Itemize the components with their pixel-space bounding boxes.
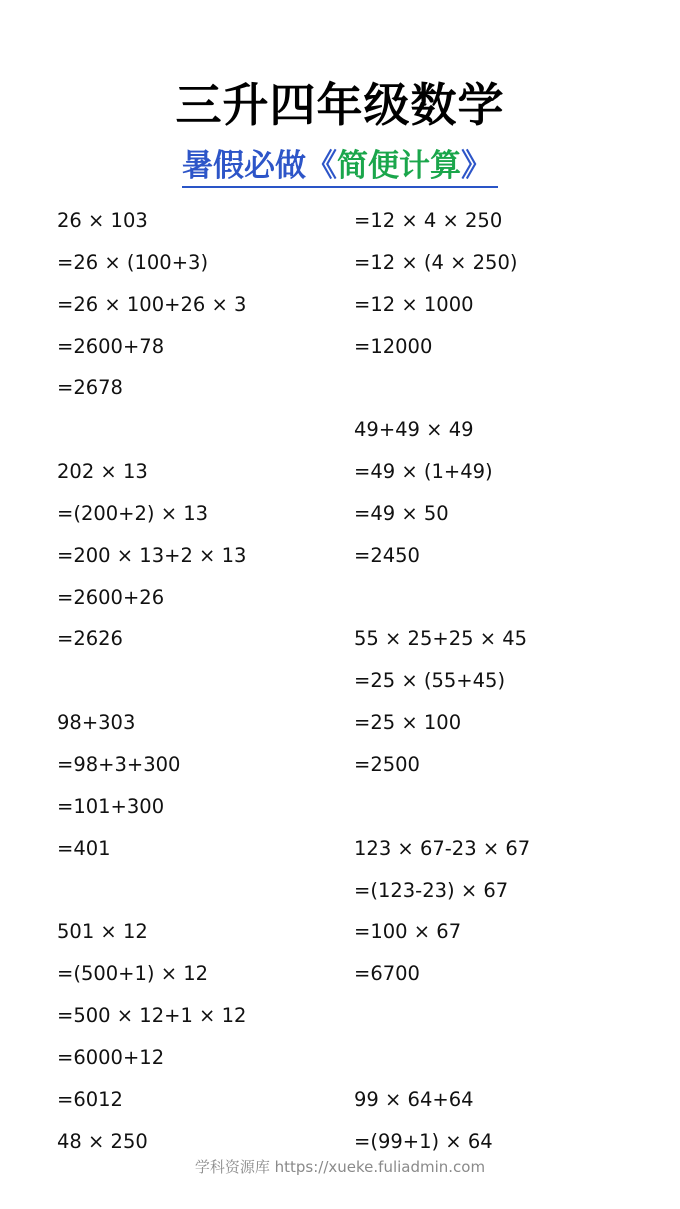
calc-line: =12000 <box>354 334 433 358</box>
calc-line: =2600+26 <box>57 585 165 609</box>
calc-line <box>354 367 644 409</box>
calc-line: =100 × 67 <box>354 920 462 944</box>
calc-line: 48 × 250 <box>57 1129 148 1153</box>
page-subtitle <box>0 144 680 188</box>
calc-line: =2626 <box>57 627 123 651</box>
calc-line: =(99+1) × 64 <box>354 1129 493 1153</box>
calc-line: =49 × 50 <box>354 501 449 525</box>
calc-line: =2678 <box>57 376 123 400</box>
calc-line: 123 × 67-23 × 67 <box>354 836 531 860</box>
calc-line: 55 × 25+25 × 45 <box>354 627 528 651</box>
calc-line: =(200+2) × 13 <box>57 501 209 525</box>
calc-line: =12 × (4 × 250) <box>354 250 518 274</box>
calc-line: =12 × 4 × 250 <box>354 209 503 232</box>
calc-line: 501 × 12 <box>57 920 148 944</box>
calc-line: =26 × (100+3) <box>57 250 209 274</box>
calc-line: =6700 <box>354 962 420 986</box>
calc-line <box>354 786 644 828</box>
subtitle-suffix: 》 <box>461 148 492 184</box>
subtitle-prefix: 暑假必做《 <box>182 148 337 184</box>
calc-line: =6000+12 <box>57 1045 165 1069</box>
calc-line: =25 × (55+45) <box>354 669 506 693</box>
calc-line: 26 × 103 <box>57 209 148 232</box>
calc-line: =2450 <box>354 543 420 567</box>
calc-line: =2500 <box>354 752 420 776</box>
calc-line: 49+49 × 49 <box>354 418 474 442</box>
calc-line <box>354 995 644 1037</box>
page-title: 三升四年级数学 <box>175 78 505 132</box>
calc-line: =49 × (1+49) <box>354 460 493 484</box>
subtitle-topic: 简便计算 <box>337 148 461 184</box>
calc-line: 99 × 64+64 <box>354 1087 474 1111</box>
footer-watermark: 学科资源库 https://xueke.fuliadmin.com <box>194 1158 486 1176</box>
calc-line <box>57 870 327 912</box>
calc-line: =401 <box>57 836 111 860</box>
calc-line: =25 × 100 <box>354 711 462 735</box>
calc-line <box>354 577 644 619</box>
left-calculation-column <box>57 200 327 1162</box>
calc-line: 202 × 13 <box>57 460 148 484</box>
calc-line: =(500+1) × 12 <box>57 962 209 986</box>
calc-line <box>57 660 327 702</box>
calc-line: =98+3+300 <box>57 752 181 776</box>
calc-line <box>57 409 327 451</box>
calc-line: =12 × 1000 <box>354 292 474 316</box>
calc-line: =200 × 13+2 × 13 <box>57 543 247 567</box>
calc-line: 98+303 <box>57 711 136 735</box>
calc-line: =26 × 100+26 × 3 <box>57 292 247 316</box>
calc-line: =500 × 12+1 × 12 <box>57 1004 247 1028</box>
calc-line: =6012 <box>57 1087 123 1111</box>
right-calculation-column <box>354 200 644 1162</box>
subtitle-underlined <box>182 146 498 188</box>
calc-line: =2600+78 <box>57 334 165 358</box>
calc-line: =101+300 <box>57 794 165 818</box>
calc-line <box>354 1037 644 1079</box>
calc-line: =(123-23) × 67 <box>354 878 509 902</box>
